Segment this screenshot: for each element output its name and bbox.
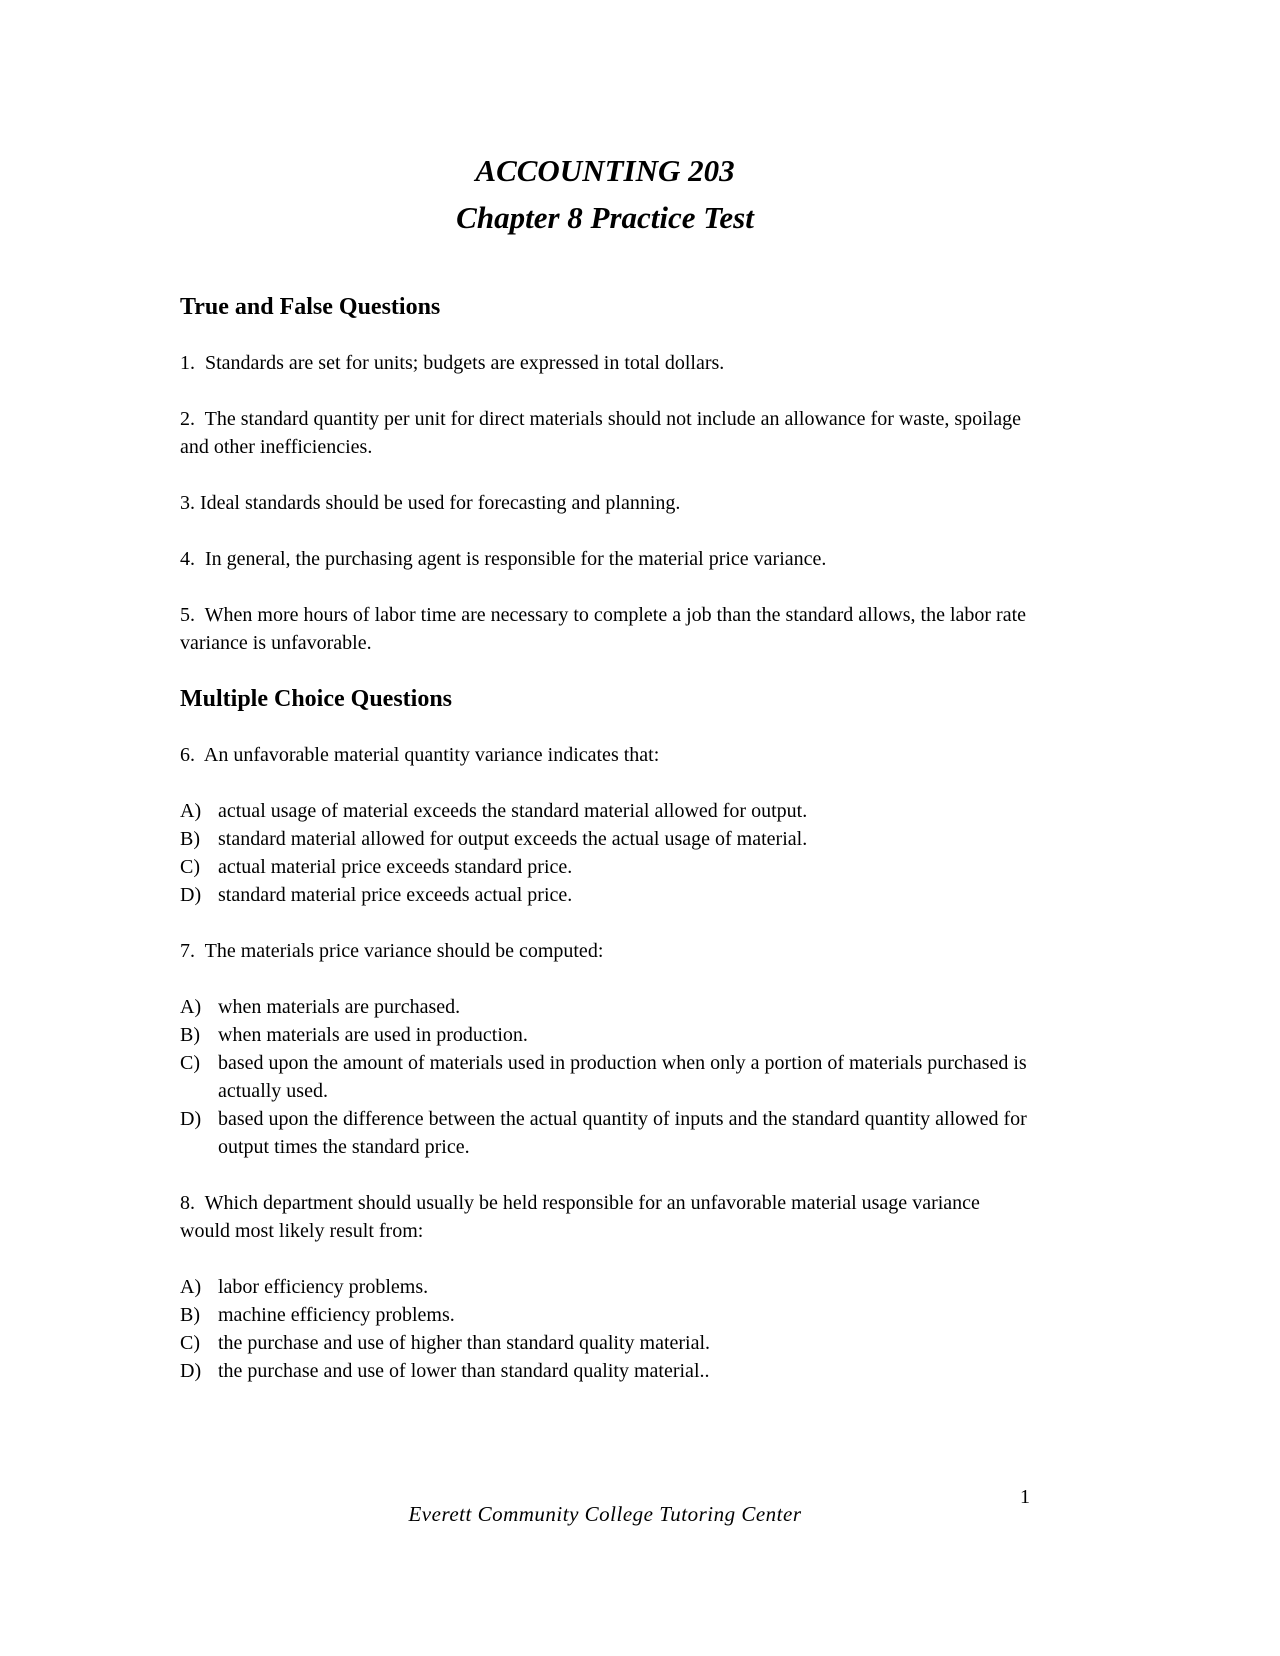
footer-text: Everett Community College Tutoring Center (408, 1502, 802, 1526)
choice-letter: A) (180, 800, 202, 822)
choice-text: the purchase and use of lower than standard quality material.. (218, 1360, 710, 1382)
choice-letter: B) (180, 1024, 200, 1046)
choice-letter: C) (180, 1332, 200, 1354)
choice-text: based upon the difference between the actual quantity of inputs and the standard quantity allowed for output times the standard price. (218, 1108, 1032, 1158)
choice-item (180, 797, 1030, 825)
choice-letter: D) (180, 1108, 202, 1130)
page-number: 1 (1020, 1486, 1030, 1508)
title-line-2: Chapter 8 Practice Test (456, 199, 754, 235)
choice-item (180, 825, 1030, 853)
choice-item (180, 993, 1030, 1021)
choice-text: actual usage of material exceeds the standard material allowed for output. (218, 800, 808, 822)
choice-item (180, 1105, 1030, 1161)
choice-item (180, 1301, 1030, 1329)
title-line-1: ACCOUNTING 203 (475, 153, 735, 188)
choice-text: actual material price exceeds standard price. (218, 856, 573, 878)
choice-letter: C) (180, 1052, 200, 1074)
tf-question-1: 1. Standards are set for units; budgets are expressed in total dollars. (180, 352, 725, 374)
choice-item (180, 1329, 1030, 1357)
tf-question-4: 4. In general, the purchasing agent is responsible for the material price variance. (180, 548, 827, 570)
tf-question-2: 2. The standard quantity per unit for direct materials should not include an allowance for waste, spoilage and other inefficiencies. (180, 408, 1027, 458)
choice-letter: C) (180, 856, 200, 878)
mc-question-6 (180, 741, 1030, 909)
tf-question-5: 5. When more hours of labor time are necessary to complete a job than the standard allows, the labor rate variance is unfavorable. (180, 604, 1032, 654)
question-stem: 8. Which department should usually be held responsible for an unfavorable material usage variance would most likely result from: (180, 1192, 985, 1242)
choice-item (180, 1357, 1030, 1385)
choice-item (180, 853, 1030, 881)
choice-letter: B) (180, 1304, 200, 1326)
choice-item (180, 1021, 1030, 1049)
choice-item (180, 1049, 1030, 1105)
section-heading-multiple-choice: Multiple Choice Questions (180, 686, 453, 712)
choice-letter: B) (180, 828, 200, 850)
choice-item (180, 881, 1030, 909)
choice-text: standard material price exceeds actual price. (218, 884, 573, 906)
tf-question-3: 3. Ideal standards should be used for forecasting and planning. (180, 492, 681, 514)
mc-question-7 (180, 937, 1030, 1161)
choice-letter: D) (180, 884, 202, 906)
choice-text: the purchase and use of higher than standard quality material. (218, 1332, 711, 1354)
choice-letter: D) (180, 1360, 202, 1382)
choice-text: labor efficiency problems. (218, 1276, 429, 1298)
choice-text: when materials are purchased. (218, 996, 461, 1018)
choice-list (180, 993, 1030, 1161)
choice-item (180, 1273, 1030, 1301)
choice-text: based upon the amount of materials used in production when only a portion of materials purchased is actually used. (218, 1052, 1032, 1102)
section-heading-true-false: True and False Questions (180, 294, 441, 320)
question-stem: 7. The materials price variance should be computed: (180, 940, 604, 962)
mc-question-8 (180, 1189, 1030, 1385)
choice-letter: A) (180, 996, 202, 1018)
choice-letter: A) (180, 1276, 202, 1298)
choice-text: standard material allowed for output exceeds the actual usage of material. (218, 828, 808, 850)
choice-text: when materials are used in production. (218, 1024, 528, 1046)
choice-list (180, 797, 1030, 909)
choice-list (180, 1273, 1030, 1385)
page-title (180, 148, 1030, 241)
question-stem: 6. An unfavorable material quantity variance indicates that: (180, 744, 660, 766)
choice-text: machine efficiency problems. (218, 1304, 455, 1326)
